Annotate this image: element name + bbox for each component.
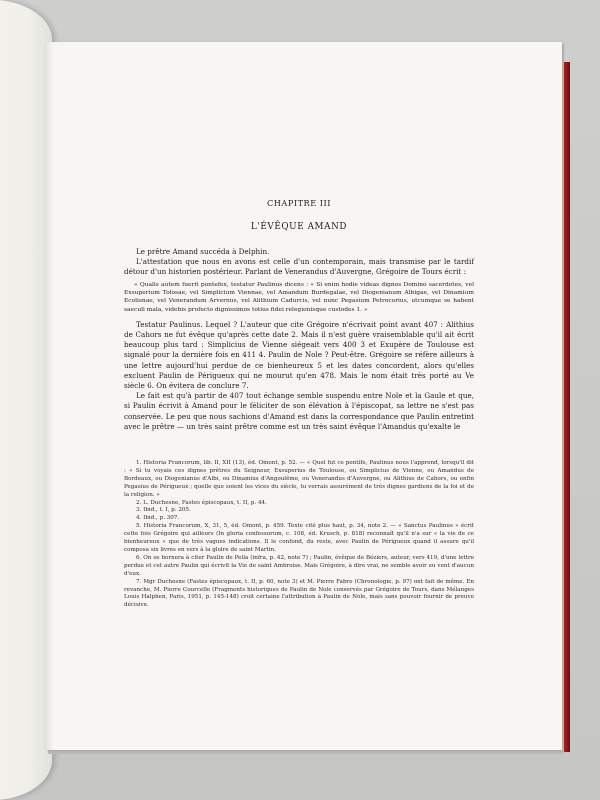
paragraph: Le fait est qu'à partir de 407 tout échange semble suspendu entre Nole et la Gaule et que, si Paulin écrivit à Amand pour le féliciter de son élévation à l'épiscopat, sa lettre ne s'est pas conservée. Le peu que nous sachions d'Amand est dans la correspondance que Paulin entretint avec le prêtre — un très saint prêtre comme est un très saint évêque l'Amandus qu'exalte le (124, 391, 474, 431)
footnote: 3. Ibid., t. I, p. 205. (136, 507, 191, 514)
paragraph: L'attestation que nous en avons est celle d'un contemporain, mais transmise par le tardif détour d'un historien postérieur. Parlant de Venerandus d'Auvergne, Grégoire de Tours écrit : (124, 257, 474, 277)
footnote: 6. On se bornera à citer Paulin de Pella (infra, p. 42, note 7) ; Paulin, évêque de Béziers, auteur, vers 419, d'une lettre perdue et cet autre Paulin qui écrivit la Vie de saint Ambroise. Mais Grégoire, à dire vrai, ne semble avoir eu vent d'aucun d'eux. (124, 554, 474, 577)
latin-quote: « Qualis autem fuerit pontefex, testatur Paulinus dicens : « Si enim hodie videas dignos Domino sacerdotes, vel Exsuperium Tolosae, vel Simplicium Viennae, vel Amandum Burdegalae, vel Diogenianum Albigae, vel Dinamium Ecolisnae, vel Venerandum Arvernus, vel Alithium Cadurcis, vel nunc Pegasium Petrocorius, utcumque se habent saeculi mala, videbis profecto dignissimos totius fidei relegionisque custodes 1. » (124, 281, 474, 313)
chapter-title: L'ÉVÊQUE AMAND (250, 222, 348, 232)
page-gutter-shade (46, 42, 54, 750)
page-content (124, 198, 474, 610)
footnote: 2. L. Duchesne, Fastes épiscopaux, t. II, p. 44. (136, 499, 267, 506)
footnotes (124, 460, 474, 610)
footnote: 7. Mgr Duchesne (Fastes épiscopaux, t. II, p. 60, note 3) et M. Pierre Fabre (Chronologie, p. 97) ont fait de même. En revanche, M. Pierre Courcelle (Fragments historiques de Paulin de Nole conservés par Grégoire de Tours, dans Mélanges Louis Halphen, Paris, 1951, p. 145-148) croit certaine l'attribution à Paulin de Nole, mais sans pouvoir fournir de preuve décisive. (124, 578, 474, 609)
footnote: 1. Historia Francorum, lib. II, XII (13), éd. Omont, p. 52. — « Quel fut ce pontife, Paulinus nous l'apprend, lorsqu'il dit : « Si tu voyais ces dignes prêtres du Seigneur, Exsuperius de Toulouse, ou Simplicius de Vienne, ou Amandus de Bordeaux, ou Diogenianus d'Albi, ou Dinamius d'Angoulême, ou Venerandus d'Auvergne, ou Alithius de Cahors, ou enfin Pegasius de Périgueux ; quelle que soient les vices du siècle, tu verrais assurément de très dignes gardiens de la foi et de la religion. » (124, 460, 474, 498)
footnote: 4. Ibid., p. 307. (136, 515, 180, 522)
footnote: 5. Historia Francorum, X, 31, 5, éd. Omont, p. 459. Texte cité plus haut, p. 34, note 2. — « Sanctus Paulinus » écrit cette fois Grégoire qui ailleurs (In gloria confessorum, c. 108, éd. Krusch, p. 818) reconnaît qu'il n'a sur « la vie de ce bienheureux » que de très vagues indications. Il le confond, du reste, avec Paulin de Périgueux quand il assure qu'il composa six livres en vers à la gloire de saint Martin. (124, 523, 474, 553)
chapter-heading: CHAPITRE III (267, 198, 331, 208)
left-page-curl (0, 0, 52, 800)
paragraph: Le prêtre Amand succéda à Delphin. (136, 247, 270, 256)
paragraph: Testatur Paulinus. Lequel ? L'auteur que cite Grégoire n'écrivait point avant 407 : Alithius de Cahors ne fut évêque qu'après cette date 2. Mais il n'est guère vraisemblable qu'il ait écrit beaucoup plus tard : Simplicius de Vienne siégeait vers 400 3 et Exupère de Toulouse est signalé pour la dernière fois en 411 4. Paulin de Nole ? Peut-être. Grégoire se réfère ailleurs à une lettre aujourd'hui perdue de ce bienheureux 5 et les dates concordent, alors qu'elles excluent Paulin de Périgueux qui ne mourut qu'en 478. Mais le nom était très porté au Ve siècle 6. On évitera de conclure 7. (124, 319, 474, 391)
